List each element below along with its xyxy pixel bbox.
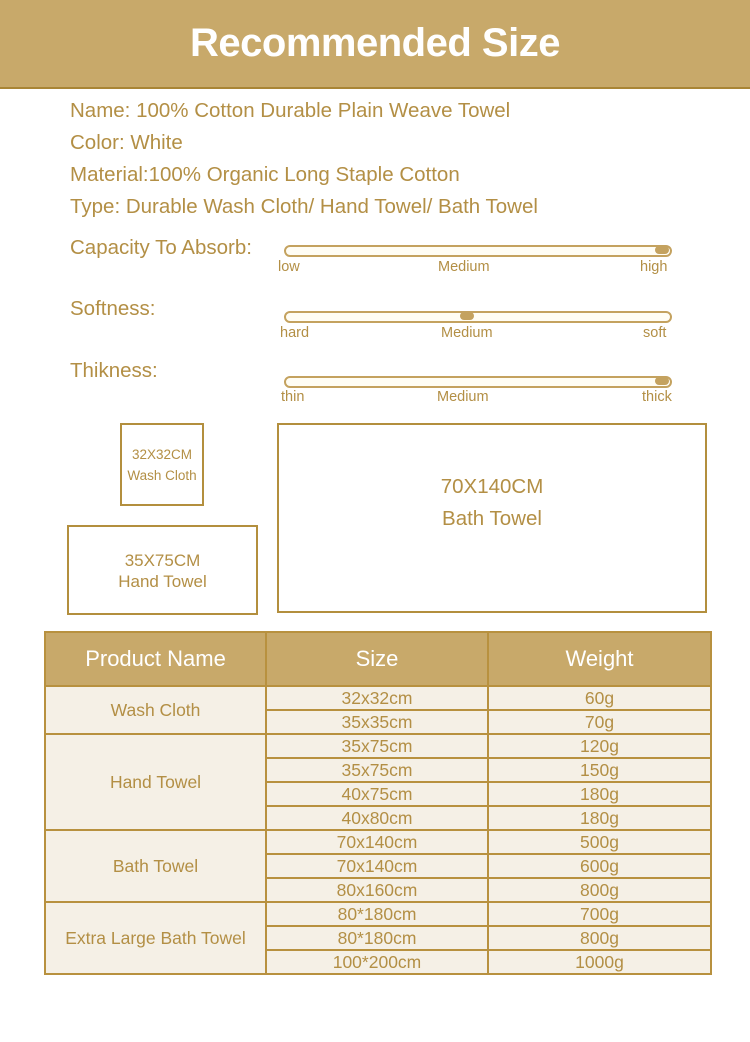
size-cell: 35x35cm bbox=[266, 710, 488, 734]
spec-type: Type: Durable Wash Cloth/ Hand Towel/ Bath Towel bbox=[70, 195, 538, 218]
table-header-row bbox=[45, 632, 711, 686]
size-cell: 80*180cm bbox=[266, 926, 488, 950]
rating-softness-bar bbox=[284, 311, 672, 323]
size-cell: 35x75cm bbox=[266, 758, 488, 782]
wash-cloth-size-box bbox=[120, 423, 204, 506]
table-row bbox=[45, 734, 711, 758]
table-row bbox=[45, 830, 711, 854]
wash-cloth-name: Wash Cloth bbox=[127, 467, 197, 483]
product-name-cell: Bath Towel bbox=[45, 830, 266, 902]
rating-softness-high: soft bbox=[643, 325, 667, 341]
rating-thickness-high: thick bbox=[642, 389, 672, 405]
rating-absorb-indicator bbox=[655, 246, 669, 254]
weight-cell: 1000g bbox=[488, 950, 711, 974]
bath-towel-size-box bbox=[277, 423, 707, 613]
weight-cell: 60g bbox=[488, 686, 711, 710]
weight-cell: 800g bbox=[488, 926, 711, 950]
rating-absorb-low: low bbox=[278, 259, 300, 275]
header-banner bbox=[0, 0, 750, 89]
size-cell: 80x160cm bbox=[266, 878, 488, 902]
weight-cell: 800g bbox=[488, 878, 711, 902]
rating-absorb-mid: Medium bbox=[438, 259, 490, 275]
rating-softness-mid: Medium bbox=[441, 325, 493, 341]
header-weight: Weight bbox=[488, 632, 711, 686]
weight-cell: 120g bbox=[488, 734, 711, 758]
size-cell: 100*200cm bbox=[266, 950, 488, 974]
weight-cell: 180g bbox=[488, 806, 711, 830]
hand-towel-name: Hand Towel bbox=[118, 572, 207, 591]
hand-towel-size-box bbox=[67, 525, 258, 615]
table-row bbox=[45, 686, 711, 710]
product-name-cell: Extra Large Bath Towel bbox=[45, 902, 266, 974]
rating-softness-indicator bbox=[460, 312, 474, 320]
wash-cloth-size: 32X32CM bbox=[131, 446, 193, 462]
rating-absorb-high: high bbox=[640, 259, 668, 275]
header-product-name: Product Name bbox=[45, 632, 266, 686]
weight-cell: 150g bbox=[488, 758, 711, 782]
spec-name: Name: 100% Cotton Durable Plain Weave Towel bbox=[70, 99, 511, 122]
weight-cell: 600g bbox=[488, 854, 711, 878]
product-specs bbox=[70, 95, 538, 223]
rating-absorb-bar bbox=[284, 245, 672, 257]
size-cell: 70x140cm bbox=[266, 830, 488, 854]
rating-thickness-mid: Medium bbox=[437, 389, 489, 405]
weight-cell: 500g bbox=[488, 830, 711, 854]
rating-softness-label: Softness: bbox=[70, 297, 156, 320]
spec-color: Color: White bbox=[70, 131, 183, 154]
size-cell: 40x80cm bbox=[266, 806, 488, 830]
product-name-cell: Wash Cloth bbox=[45, 686, 266, 734]
rating-thickness-bar bbox=[284, 376, 672, 388]
size-cell: 35x75cm bbox=[266, 734, 488, 758]
bath-towel-name: Bath Towel bbox=[442, 507, 542, 530]
size-weight-table bbox=[44, 631, 712, 975]
rating-softness-low: hard bbox=[280, 325, 310, 341]
size-cell: 80*180cm bbox=[266, 902, 488, 926]
size-cell: 70x140cm bbox=[266, 854, 488, 878]
spec-material: Material:100% Organic Long Staple Cotton bbox=[70, 163, 460, 186]
weight-cell: 700g bbox=[488, 902, 711, 926]
hand-towel-size: 35X75CM bbox=[124, 551, 201, 570]
bath-towel-size: 70X140CM bbox=[440, 475, 544, 498]
rating-thickness-indicator bbox=[655, 377, 669, 385]
rating-thickness-label: Thikness: bbox=[70, 359, 158, 382]
size-cell: 32x32cm bbox=[266, 686, 488, 710]
weight-cell: 70g bbox=[488, 710, 711, 734]
table-row bbox=[45, 902, 711, 926]
product-name-cell: Hand Towel bbox=[45, 734, 266, 830]
rating-thickness-low: thin bbox=[281, 389, 305, 405]
size-cell: 40x75cm bbox=[266, 782, 488, 806]
page-title: Recommended Size bbox=[190, 21, 560, 65]
weight-cell: 180g bbox=[488, 782, 711, 806]
rating-absorb-label: Capacity To Absorb: bbox=[70, 236, 252, 259]
header-size: Size bbox=[266, 632, 488, 686]
